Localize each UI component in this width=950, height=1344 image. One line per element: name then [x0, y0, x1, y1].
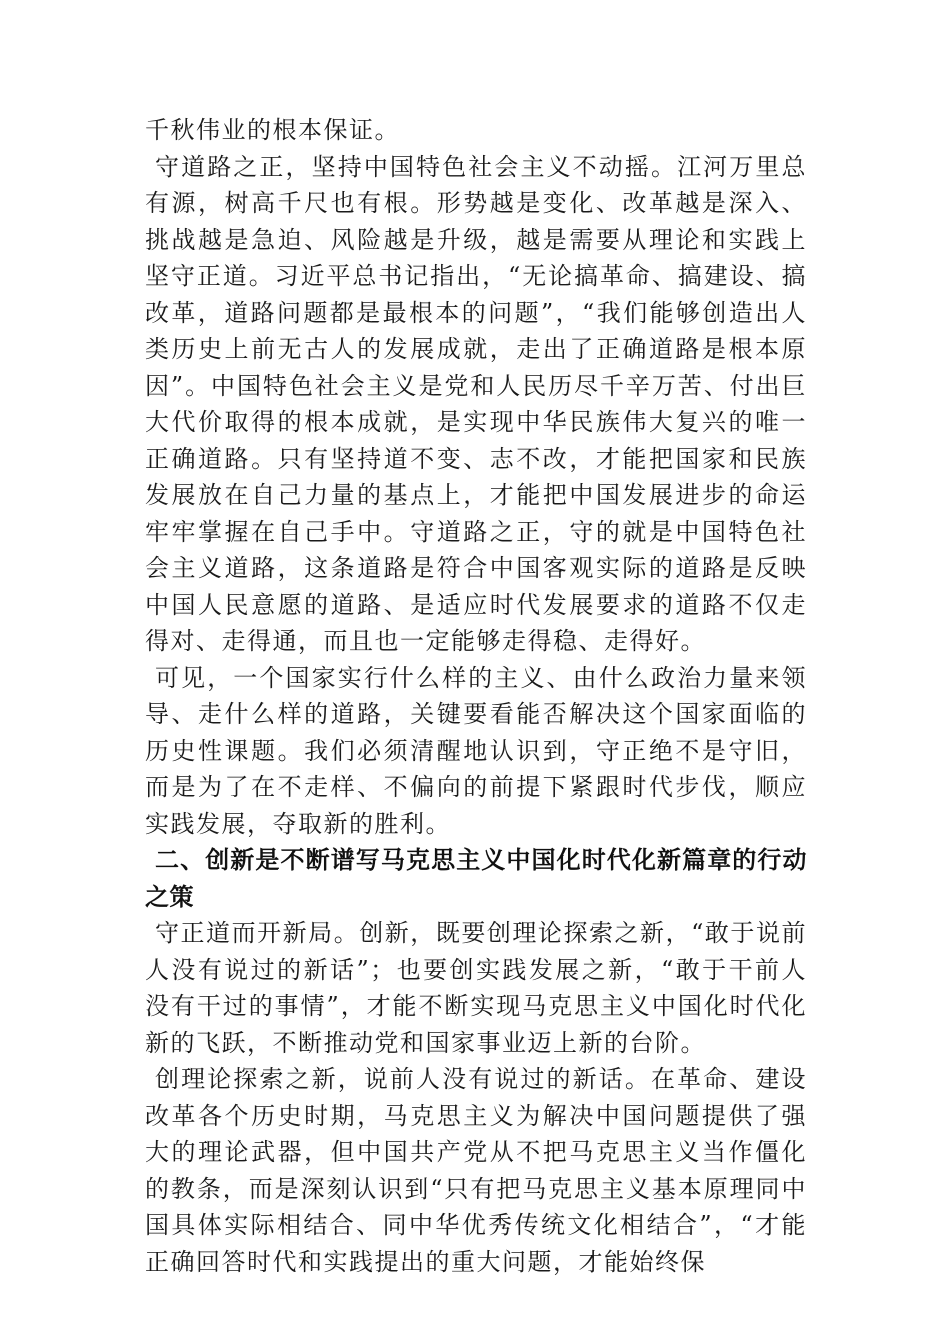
- document-body: [145, 112, 807, 1280]
- paragraph-innovation-intro: 守正道而开新局。创新，既要创理论探索之新，“敢于说前人没有说过的新话”；也要创实践发展之新，“敢于干前人没有干过的事情”，才能不断实现马克思主义中国化时代化新的飞跃，不断推动党和国家事业迈上新的台阶。: [145, 919, 807, 1057]
- paragraph-theory-innovation: 创理论探索之新，说前人没有说过的新话。在革命、建设改革各个历史时期，马克思主义为解决中国问题提供了强大的理论武器，但中国共产党从不把马克思主义当作僵化的教条，而是深刻认识到“只有把马克思主义基本原理同中国具体实际相结合、同中华优秀传统文化相结合”，“才能正确回答时代和实践提出的重大问题，才能始终保: [145, 1065, 807, 1276]
- paragraph-continuation: 千秋伟业的根本保证。: [145, 116, 400, 144]
- section-heading: 二、创新是不断谱写马克思主义中国化时代化新篇章的行动之策: [145, 846, 807, 911]
- paragraph-road: 守道路之正，坚持中国特色社会主义不动摇。江河万里总有源，树高千尺也有根。形势越是变化、改革越是深入、挑战越是急迫、风险越是升级，越是需要从理论和实践上坚守正道。习近平总书记指出，“无论搞革命、搞建设、搞改革，道路问题都是最根本的问题”，“我们能够创造出人类历史上前无古人的发展成就，走出了正确道路是根本原因”。中国特色社会主义是党和人民历尽千辛万苦、付出巨大代价取得的根本成就，是实现中华民族伟大复兴的唯一正确道路。只有坚持道不变、志不改，才能把国家和民族发展放在自己力量的基点上，才能把中国发展进步的命运牢牢掌握在自己手中。守道路之正，守的就是中国特色社会主义道路，这条道路是符合中国客观实际的道路是反映中国人民意愿的道路、是适应时代发展要求的道路不仅走得对、走得通，而且也一定能够走得稳、走得好。: [145, 152, 807, 655]
- paragraph-conclusion: 可见，一个国家实行什么样的主义、由什么政治力量来领导、走什么样的道路，关键要看能否解决这个国家面临的历史性课题。我们必须清醒地认识到，守正绝不是守旧，而是为了在不走样、不偏向的前提下紧跟时代步伐，顺应实践发展，夺取新的胜利。: [145, 663, 807, 838]
